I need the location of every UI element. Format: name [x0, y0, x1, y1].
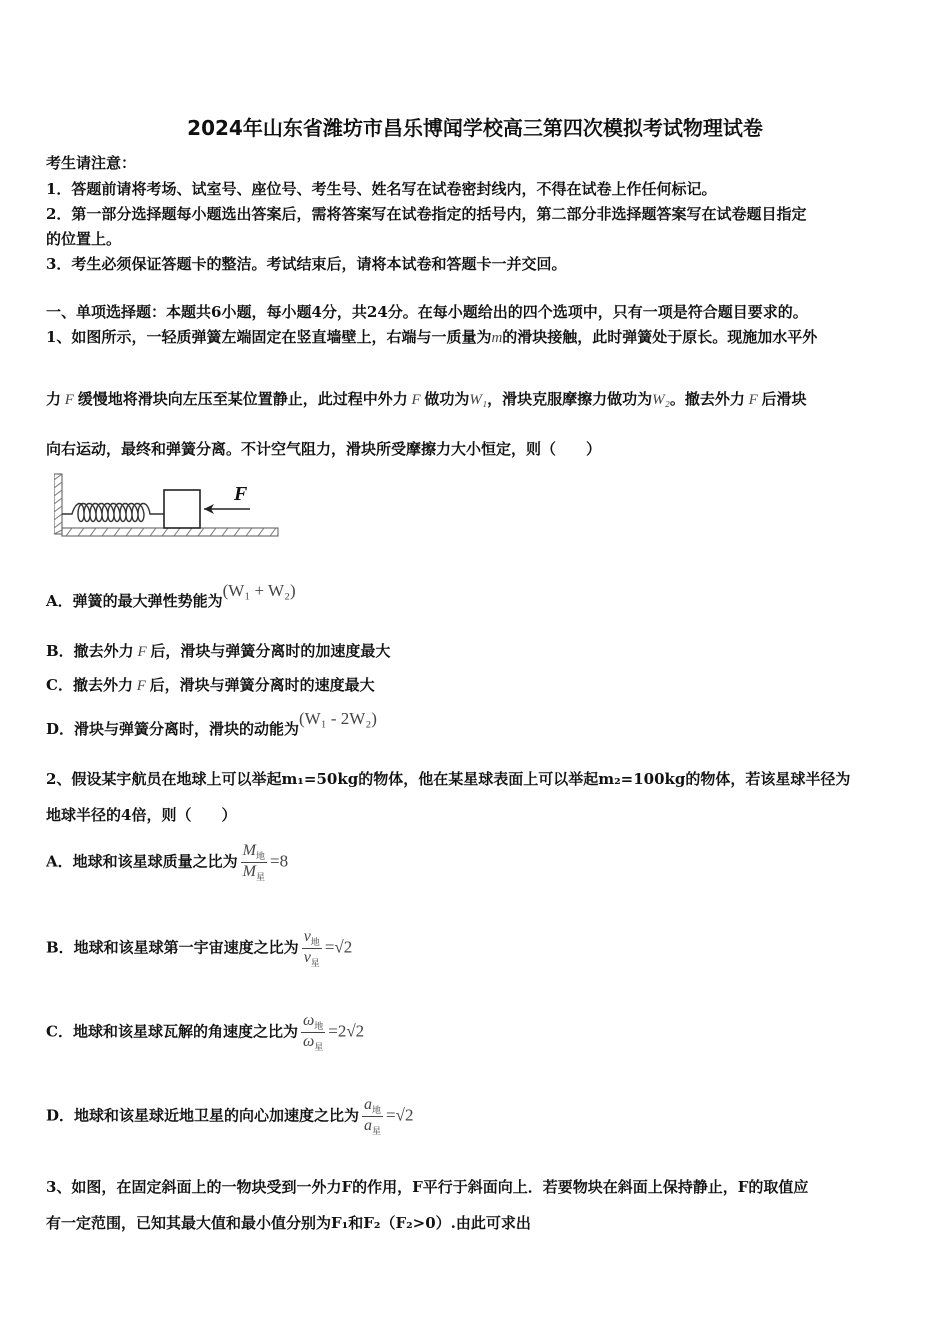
q1-line-1: 1、如图所示，一轻质弹簧左端固定在竖直墙壁上，右端与一质量为m的滑块接触，此时弹簧处于原长。现施加水平外 [46, 328, 818, 346]
q2-option-c[interactable]: C．地球和该星球瓦解的角速度之比为 $\frac{\omega_地}{\omega_星}$ =2√2 [46, 1012, 365, 1053]
q3-line-1: 3、如图，在固定斜面上的一物块受到一外力F的作用，F平行于斜面向上．若要物块在斜面上保持静止，F的取值应 [46, 1178, 809, 1196]
notice-item-2: 2．第一部分选择题每小题选出答案后，需将答案写在试卷指定的括号内，第二部分非选择题答案写在试卷题目指定 [46, 205, 807, 223]
fraction-mass-ratio: $\frac{M_地}{M_星}$ [242, 842, 265, 883]
fraction-velocity-ratio: $\frac{v_地}{v_星}$ [303, 928, 320, 969]
q1-line-3: 向右运动，最终和弹簧分离。不计空气阻力，滑块所受摩擦力大小恒定，则（ ） [46, 440, 602, 458]
notice-item-3: 3．考生必须保证答题卡的整洁。考试结束后，请将本试卷和答题卡一并交回。 [46, 255, 567, 273]
notice-item-1: 1．答题前请将考场、试室号、座位号、考生号、姓名写在试卷密封线内，不得在试卷上作任何标记。 [46, 180, 717, 198]
notice-item-2-cont: 的位置上。 [46, 230, 122, 248]
q3-line-2: 有一定范围，已知其最大值和最小值分别为F₁和F₂（F₂>0）.由此可求出 [46, 1214, 531, 1232]
fraction-acceleration-ratio: $\frac{a_地}{a_星}$ [364, 1096, 382, 1137]
force-label: F [234, 483, 248, 505]
fraction-angular-velocity-ratio: $\frac{\omega_地}{\omega_星}$ [302, 1012, 324, 1053]
q1-line-2: 力 F 缓慢地将滑块向左压至某位置静止，此过程中外力 F 做功为W₁，滑块克服摩擦力做功为W₂。撤去外力 F 后滑块 [46, 390, 807, 408]
q1-option-b[interactable]: B．撤去外力 F 后，滑块与弹簧分离时的加速度最大 [46, 642, 391, 660]
q2-line-1: 2、假设某宇航员在地球上可以举起m₁=50kg的物体，他在某星球表面上可以举起m₂=100kg的物体，若该星球半径为 [46, 770, 851, 788]
page-title: 2024年山东省潍坊市昌乐博闻学校高三第四次模拟考试物理试卷 [187, 116, 763, 140]
q1-option-d[interactable]: D．滑块与弹簧分离时，滑块的动能为(W₁ - 2W₂) [46, 709, 377, 738]
q1-option-c[interactable]: C．撤去外力 F 后，滑块与弹簧分离时的速度最大 [46, 676, 375, 694]
q2-option-d[interactable]: D．地球和该星球近地卫星的向心加速度之比为 $\frac{a_地}{a_星}$ =√2 [46, 1096, 414, 1137]
q2-option-b[interactable]: B．地球和该星球第一宇宙速度之比为 $\frac{v_地}{v_星}$ =√2 [46, 928, 353, 969]
q2-option-a[interactable]: A．地球和该星球质量之比为 $\frac{M_地}{M_星}$ =8 [46, 842, 289, 883]
spring-block-diagram [54, 470, 284, 542]
q1-option-a[interactable]: A．弹簧的最大弹性势能为(W₁ + W₂) [46, 581, 296, 610]
q2-line-2: 地球半径的4倍，则（ ） [46, 806, 237, 824]
notice-header: 考生请注意： [46, 154, 137, 172]
section-heading: 一、单项选择题：本题共6小题，每小题4分，共24分。在每小题给出的四个选项中，只有一项是符合题目要求的。 [46, 303, 808, 321]
